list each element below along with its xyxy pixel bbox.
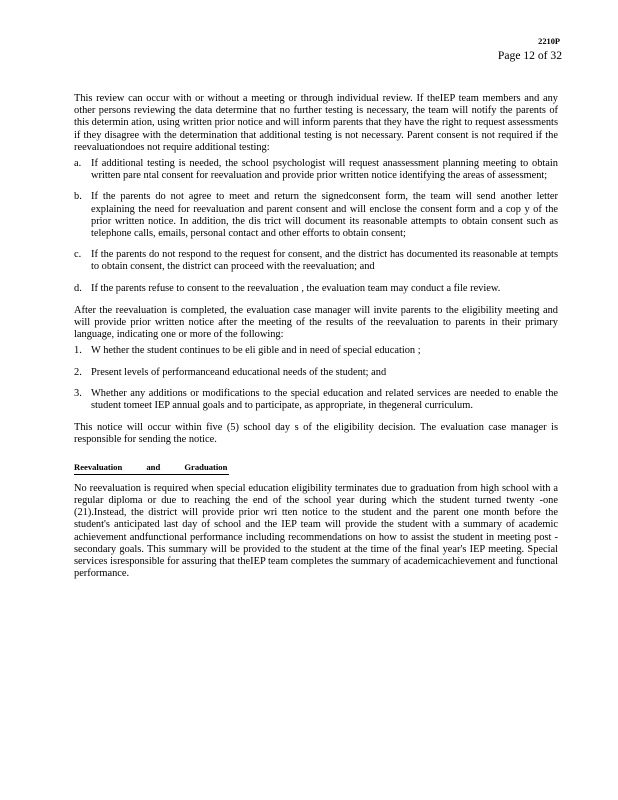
list-item [74, 283, 558, 295]
list-marker: 3. [74, 387, 82, 399]
list-item [74, 345, 558, 357]
list-item [74, 388, 558, 412]
list-item-text: If additional testing is needed, the school psychologist will request anassessment planning meeting to obtain written pare ntal consent for reevaluation and provide prior written notice identifying the areas of assessment; [91, 158, 558, 182]
list-marker: 1. [74, 345, 82, 357]
graduation-paragraph: No reevaluation is required when special education eligibility terminates due to graduation from high school with a regular diploma or due to reaching the end of the school year during which the student turned twenty -one (21).Instead, the district will provide prior wri tten notice to the student and the parent one month before the student's anticipated last day of school and the IEP team will provide the student with a summary of academic achievement andfunctional performance including recommendations on how to assist the student in meeting post -secondary goals. This summary will be provided to the student at the time of the final year's IEP meeting. Special services isresponsible for assuring that theIEP team completes the summary of academicachievement and functional performance. [74, 482, 558, 580]
list-item-text: Present levels of performanceand educational needs of the student; and [91, 366, 387, 378]
list-item [74, 367, 558, 379]
page-number: Page 12 of 32 [497, 49, 562, 62]
notice-list [74, 345, 558, 412]
policy-code: 2210P [538, 37, 560, 46]
list-item-text: W hether the student continues to be eli gible and in need of special education ; [91, 345, 421, 357]
list-item-text: If the parents do not agree to meet and return the signedconsent form, the team will send another letter explaining the need for reevaluation and parent consent and will enclose the consent form and a cop y of the prior written notice. In addition, the dis trict will document its reasonable attempts to obtain consent such as telephone calls, emails, personal contact and other efforts to obtain consent; [91, 191, 558, 240]
consent-list [74, 158, 558, 295]
list-marker: d. [74, 282, 82, 294]
list-item-text: Whether any additions or modifications to the special education and related services are needed to enable the student tomeet IEP annual goals and to participate, as appropriate, in thegeneral curriculum. [91, 387, 558, 412]
list-marker: c. [74, 249, 82, 261]
document-body [74, 93, 558, 581]
list-item-text: If the parents do not respond to the request for consent, and the district has documented its reasonable at tempts to obtain consent, the district can proceed with the reevaluation; and [91, 249, 558, 273]
section-heading: Reevaluation and Graduation [74, 461, 229, 475]
intro-paragraph: This review can occur with or without a meeting or through individual review. If theIEP team members and any other persons reviewing the data determine that no further testing is necessary, the team will notify the parents of this determin ation, using written prior notice and will inform parents that they have the right to request assessments if they disagree with the determination that additional testing is not necessary. Parent consent is not required if the reevaluationdoes not require additional testing: [74, 93, 558, 153]
list-marker: b. [74, 191, 82, 203]
list-item [74, 191, 558, 240]
list-marker: 2. [74, 366, 82, 378]
list-item [74, 158, 558, 182]
list-item-text: If the parents refuse to consent to the reevaluation , the evaluation team may conduct a file review. [91, 282, 501, 294]
list-marker: a. [74, 158, 82, 170]
after-reevaluation-paragraph: After the reevaluation is completed, the evaluation case manager will invite parents to the eligibility meeting and will provide prior written notice after the meeting of the results of the reevaluation to parents in their primary language, indicating one or more of the following: [74, 304, 558, 341]
notice-timing-paragraph: This notice will occur within five (5) school day s of the eligibility decision. The evaluation case manager is responsible for sending the notice. [74, 422, 558, 446]
list-item [74, 249, 558, 273]
